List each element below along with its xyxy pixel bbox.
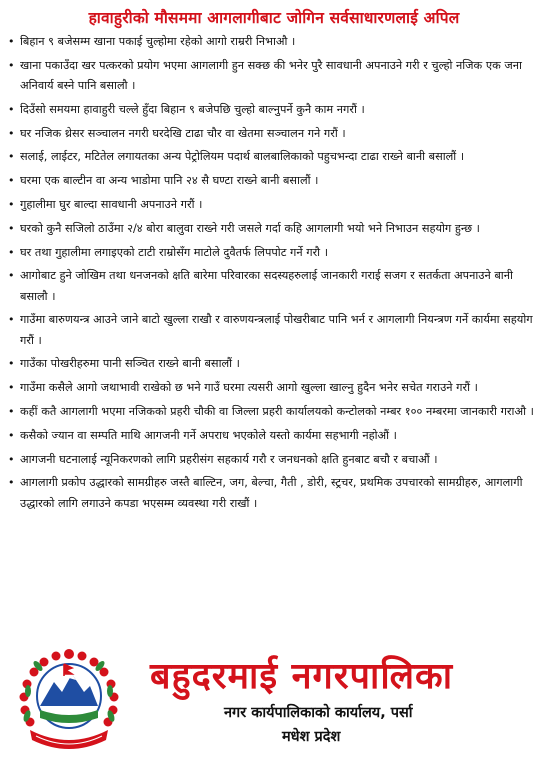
bullet-icon: • xyxy=(8,357,15,371)
footer-signature-block xyxy=(0,632,548,768)
office-name: नगर कार्यपालिकाको कार्यालय, पर्सा xyxy=(224,705,413,721)
bullet-icon: • xyxy=(8,452,15,466)
municipality-emblem-icon xyxy=(14,646,124,756)
list-item: • खाना पकाउँदा खर पत्करको प्रयोग भएमा आगलागी हुन सक्छ की भनेर पुरै सावधानी अपनाउने गरी र चुल्हो नजिक एक जना अनिवार्य बस्ने पानि बसालौ । xyxy=(6,56,544,96)
appeal-list xyxy=(6,32,544,517)
list-item: • घरको कुनै सजिलो ठाउँमा २/४ बोरा बालुवा राख्ने गरी जसले गर्दा कहि आगलागी भयो भने निभाउन सहयोग हुन्छ । xyxy=(6,219,544,239)
list-item: • दिउँसो समयमा हावाहुरी चल्ले हुँदा बिहान ९ बजेपछि चुल्हो बाल्नुपर्ने कुनै काम नगरौं । xyxy=(6,100,544,120)
list-item: • आगोबाट हुने जोखिम तथा धनजनको क्षति बारेमा परिवारका सदस्यहरुलाई जानकारी गराई सजग र सतर्कता अपनाउने बानी बसालौ । xyxy=(6,266,544,306)
list-item: • घर नजिक थ्रेसर सञ्चालन नगरी घरदेखि टाढा चौर वा खेतमा सञ्चालन गने गरौं । xyxy=(6,124,544,144)
list-item: • गुहालीमा घुर बाल्दा सावधानी अपनाउने गरौं । xyxy=(6,195,544,215)
province-name: मधेश प्रदेश xyxy=(282,729,341,745)
bullet-icon: • xyxy=(8,197,15,211)
list-item: • कसैको ज्यान वा सम्पति माथि आगजनी गर्ने अपराध भएकोले यस्तो कार्यमा सहभागी नहोऔं । xyxy=(6,426,544,446)
list-item: • घर तथा गुहालीमा लगाइएको टाटी राम्रोसँग माटोले दुवैतर्फ लिपपोट गर्ने गरौ । xyxy=(6,243,544,263)
bullet-icon: • xyxy=(8,221,15,235)
list-item: • गाउँका पोखरीहरुमा पानी सञ्चित राख्ने बानी बसालौं । xyxy=(6,354,544,374)
bullet-icon: • xyxy=(8,381,15,395)
bullet-icon: • xyxy=(8,102,15,116)
list-item: • घरमा एक बाल्टीन वा अन्य भाडोमा पानि २४ सै घण्टा राख्ने बानी बसालौं । xyxy=(6,171,544,191)
list-item: • बिहान ९ बजेसम्म खाना पकाई चुल्होमा रहेको आगो राम्ररी निभाऔ । xyxy=(6,32,544,52)
list-item: • आगलागी प्रकोप उद्धारको सामग्रीहरु जस्तै बाल्टिन, जग, बेल्चा, गैती , डोरी, स्ट्रचर, प्रथमिक उपचारको सामग्रीहरु, आगलागी उद्धारको लागि लगाउने कपडा भएसम्म व्यवस्था गरी राखौं । xyxy=(6,473,544,513)
bullet-icon: • xyxy=(8,245,15,259)
list-item: • कहीं कतै आगलागी भएमा नजिकको प्रहरी चौकी वा जिल्ला प्रहरी कार्यालयको कन्टोलको नम्बर १०० नम्बरमा जानकारी गराऔ । xyxy=(6,402,544,422)
bullet-icon: • xyxy=(8,404,15,418)
bullet-icon: • xyxy=(8,269,15,283)
list-item: • आगजनी घटनालाई न्यूनिकरणको लागि प्रहरीसंग सहकार्य गरौ र जनधनको क्षति हुनबाट बचौ र बचाऔं । xyxy=(6,450,544,470)
bullet-icon: • xyxy=(8,313,15,327)
bullet-icon: • xyxy=(8,150,15,164)
notice-title: हावाहुरीको मौसममा आगलागीबाट जोगिन सर्वसाधारणलाई अपिल xyxy=(88,9,460,27)
bullet-icon: • xyxy=(8,35,15,48)
bullet-icon: • xyxy=(8,58,15,72)
bullet-icon: • xyxy=(8,476,15,490)
bullet-icon: • xyxy=(8,126,15,140)
municipality-name: बहुदरमाई नगरपालिका xyxy=(150,656,454,697)
list-item: • गाउँमा बारुणयन्त्र आउने जाने बाटो खुल्ला राखौ र वारुणयन्त्रलाई पोखरीबाट पानि भर्न र आगलागी नियन्त्रण गर्ने कार्यमा सहयोग गरौं । xyxy=(6,310,544,350)
list-item: • गाउँमा कसैले आगो जथाभावी राखेको छ भने गाउँ घरमा त्यसरी आगो खुल्ला खाल्नु हुदैन भनेर सचेत गराउने गरौं । xyxy=(6,378,544,398)
list-item: • सलाई, लाईटर, मटितेल लगायतका अन्य पेट्रोलियम पदार्थ बालबालिकाको पहुचभन्दा टाढा राख्ने बानी बसालौं । xyxy=(6,147,544,167)
bullet-icon: • xyxy=(8,174,15,188)
bullet-icon: • xyxy=(8,428,15,442)
